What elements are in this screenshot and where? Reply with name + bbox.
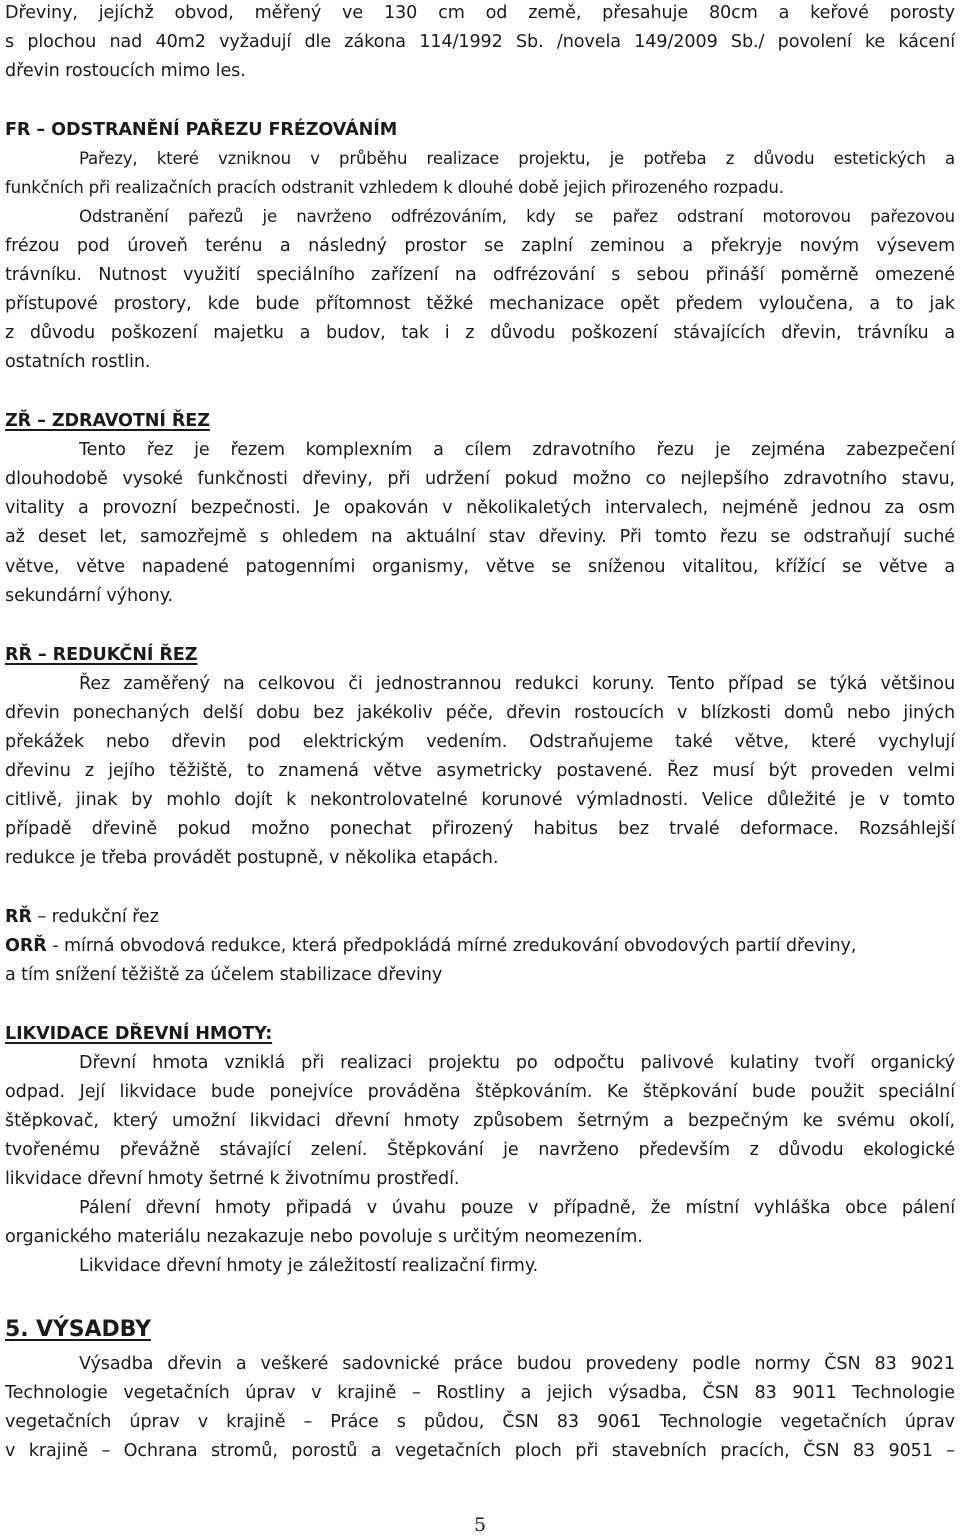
paragraph-line: funkčních při realizačních pracích odstranit vzhledem k dlouhé době jejich přirozeného rozpadu. <box>5 178 784 197</box>
intro-line: s plochou nad 40m2 vyžadují dle zákona 114/1992 Sb. /novela 149/2009 Sb./ povolení ke kácení <box>5 32 955 52</box>
paragraph-line: trávníku. Nutnost využití speciálního zařízení na odfrézování s sebou přináší poměrně omezené <box>5 265 955 285</box>
section-heading-likvidace: LIKVIDACE DŘEVNÍ HMOTY: <box>5 1024 273 1044</box>
paragraph-line: Pálení dřevní hmoty připadá v úvahu pouze v případně, že místní vyhláška obce pálení <box>79 1198 955 1218</box>
paragraph-line: likvidace dřevní hmoty šetrné k životnímu prostředí. <box>5 1169 460 1189</box>
paragraph-line: v krajině – Ochrana stromů, porostů a vegetačních ploch při stavebních pracích, ČSN 83 9051 – <box>5 1441 955 1461</box>
paragraph-line: Odstranění pařezů je navrženo odfrézováním, kdy se pařez odstraní motorovou pařezovou <box>79 207 955 226</box>
paragraph-line: až deset let, samozřejmě s ohledem na aktuální stav dřeviny. Při tomto řezu se odstraňují suché <box>5 527 955 547</box>
paragraph-line: odpad. Její likvidace bude ponejvíce prováděna štěpkováním. Ke štěpkování bude použit speciální <box>5 1082 955 1102</box>
paragraph-line: dřevin ponechaných delší dobu bez jakékoliv péče, dřevin rostoucích v blízkosti domů nebo jiných <box>5 703 955 723</box>
paragraph-line: přístupové prostory, kde bude přítomnost těžké mechanizace opět předem vyloučena, a to jak <box>5 294 955 314</box>
paragraph-line: vitality a provozní bezpečnosti. Je opakován v několikaletých intervalech, nejméně jednou za osm <box>5 498 955 518</box>
paragraph-line: ostatních rostlin. <box>5 352 151 372</box>
definition-orr-cont: a tím snížení těžiště za účelem stabilizace dřeviny <box>5 965 443 985</box>
section-heading-zr: ZŘ – ZDRAVOTNÍ ŘEZ <box>5 411 210 431</box>
paragraph-line: tvořenému převážně stávající zelení. Štěpkování je navrženo především z důvodu ekologické <box>5 1140 955 1160</box>
paragraph-line: Výsadba dřevin a veškeré sadovnické práce budou provedeny podle normy ČSN 83 9021 <box>79 1354 955 1374</box>
definition-text: – redukční řez <box>31 907 159 927</box>
paragraph-line: větve, větve napadené patogenními organismy, větve se sníženou vitalitou, křížící se větve a <box>5 557 955 577</box>
paragraph-line: štěpkovač, který umožní likvidaci dřevní hmoty způsobem šetrným a bezpečným ke svému okolí, <box>5 1111 955 1131</box>
paragraph-line: organického materiálu nezakazuje nebo povoluje s určitým neomezením. <box>5 1227 643 1247</box>
paragraph-line: Tento řez je řezem komplexním a cílem zdravotního řezu je zejména zabezpečení <box>79 440 955 460</box>
paragraph-line: citlivě, jinak by mohlo dojít k nekontrolovatelné korunové výmladnosti. Velice důležité je v tomto <box>5 790 955 810</box>
paragraph-line: Likvidace dřevní hmoty je záležitostí realizační firmy. <box>79 1256 539 1276</box>
definition-rr <box>5 906 955 928</box>
section-heading-fr: FR – ODSTRANĚNÍ PAŘEZU FRÉZOVÁNÍM <box>5 120 398 140</box>
definition-abbr: RŘ <box>5 907 32 927</box>
paragraph-line: Technologie vegetačních úprav v krajině – Rostliny a jejich výsadba, ČSN 83 9011 Technologie <box>5 1383 955 1403</box>
paragraph-line: z důvodu poškození majetku a budov, tak i z důvodu poškození stávajících dřevin, trávníku a <box>5 323 955 343</box>
section-heading-rr: RŘ – REDUKČNÍ ŘEZ <box>5 645 198 665</box>
paragraph-line: Řez zaměřený na celkovou či jednostrannou redukci koruny. Tento případ se týká většinou <box>79 674 955 694</box>
definition-orr <box>5 935 955 957</box>
definition-text: - mírná obvodová redukce, která předpokládá mírné zredukování obvodových partií dřeviny, <box>46 936 857 956</box>
intro-line: dřevin rostoucích mimo les. <box>5 61 246 81</box>
paragraph-line: Pařezy, které vzniknou v průběhu realizace projektu, je potřeba z důvodu estetických a <box>79 149 955 168</box>
paragraph-line: redukce je třeba provádět postupně, v několika etapách. <box>5 848 499 868</box>
paragraph-line: překážek nebo dřevin pod elektrickým vedením. Odstraňujeme také větve, které vychylují <box>5 732 955 752</box>
paragraph-line: sekundární výhony. <box>5 586 174 606</box>
paragraph-line: frézou pod úroveň terénu a následný prostor se zaplní zeminou a překryje novým výsevem <box>5 236 955 256</box>
paragraph-line: dřevinu z jejího těžiště, to znamená větve asymetricky postavené. Řez musí být proveden velmi <box>5 761 955 781</box>
paragraph-line: vegetačních úprav v krajině – Práce s půdou, ČSN 83 9061 Technologie vegetačních úprav <box>5 1412 955 1432</box>
paragraph-line: případě dřevině pokud možno ponechat přirozený habitus bez trvalé deformace. Rozsáhlejší <box>5 819 955 839</box>
definition-abbr: ORŘ <box>5 936 47 956</box>
intro-line: Dřeviny, jejíchž obvod, měřený ve 130 cm od země, přesahuje 80cm a keřové porosty <box>5 3 955 23</box>
paragraph-line: Dřevní hmota vzniklá při realizaci projektu po odpočtu palivové kulatiny tvoří organický <box>79 1053 955 1073</box>
section-heading-vysadby: 5. VÝSADBY <box>5 1317 151 1342</box>
paragraph-line: dlouhodobě vysoké funkčnosti dřeviny, při udržení pokud možno co nejlepšího zdravotního stavu, <box>5 469 955 489</box>
page-number: 5 <box>473 1514 487 1536</box>
